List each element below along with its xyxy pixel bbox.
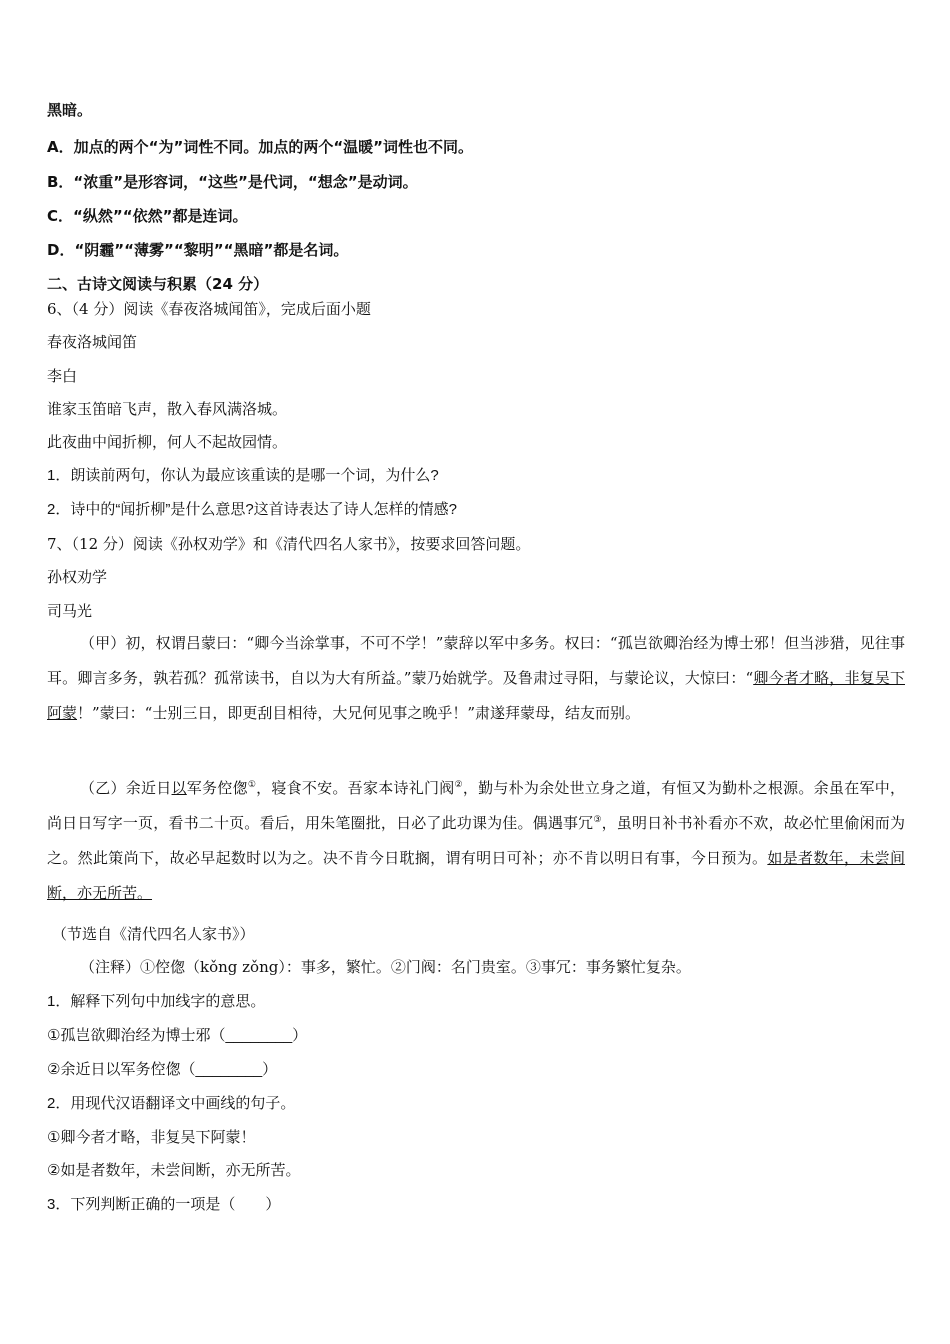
q7-question-3: 3．下列判断正确的一项是（ ）: [47, 1196, 281, 1213]
footnote-marker: ③: [593, 815, 602, 825]
q5-option-c: C．“纵然”“依然”都是连词。: [47, 207, 248, 225]
q7-question-2-item-1: ①卿今者才略，非复吴下阿蒙！: [47, 1129, 256, 1146]
q7-question-1-item-2: ②余近日以军务倥偬（________）: [47, 1061, 278, 1078]
marked-word-yi: 以: [171, 779, 187, 797]
poem-line: 谁家玉笛暗飞声，散入春风满洛城。: [47, 400, 288, 418]
q5-stem-tail: 黑暗。: [47, 101, 93, 119]
q7-question-1-item-1: ①孤岂欲卿治经为博士邪（________）: [47, 1027, 308, 1044]
poem-title: 春夜洛城闻笛: [47, 333, 138, 351]
q7-question-2-item-2: ②如是者数年，未尝间断，亦无所苦。: [47, 1162, 301, 1179]
q5-option-a: A．加点的两个“为”词性不同。加点的两个“温暖”词性也不同。: [47, 138, 474, 156]
footnote-marker: ①: [247, 780, 257, 790]
q6-stem: 6、（4 分）阅读《春夜洛城闻笛》，完成后面小题: [47, 300, 371, 318]
text1-author: 司马光: [47, 602, 93, 620]
section-title: 二、古诗文阅读与积累（24 分）: [47, 275, 269, 293]
q5-option-b: B．“浓重”是形容词，“这些”是代词，“想念”是动词。: [47, 173, 418, 191]
q7-question-1: 1．解释下列句中加线字的意思。: [47, 993, 266, 1010]
poem-line: 此夜曲中闻折柳，何人不起故园情。: [47, 433, 288, 451]
q6-question-2: 2．诗中的“闻折柳”是什么意思?这首诗表达了诗人怎样的情感?: [47, 501, 458, 518]
passage-jia: （甲）初，权谓吕蒙曰：“卿今当涂掌事，不可不学！”蒙辞以军中多务。权曰：“孤岂欲卿治经为博士邪！但当涉猎，见往事耳。卿言多务，孰若孤？孤常读书，自以为大有所益。”蒙乃始就学。及鲁肃过寻阳，与蒙论议，大惊曰：“卿今者才略，非复吴下阿蒙！”蒙曰：“士别三日，即更刮目相待，大兄何见事之晚乎！”肃遂拜蒙母，结友而别。: [47, 634, 905, 722]
q7-stem: 7、（12 分）阅读《孙权劝学》和《清代四名人家书》，按要求回答问题。: [47, 535, 531, 553]
footnote-marker: ②: [454, 780, 463, 790]
passage-notes: （注释）①倥偬（kǒng zǒng）：事多，繁忙。②门阀：名门贵室。③事冗：事务繁忙复杂。: [80, 958, 691, 976]
underlined-sentence-1: 卿今者才略，非复吴下阿蒙: [47, 669, 905, 722]
text1-title: 孙权劝学: [47, 568, 108, 586]
poem-author: 李白: [47, 367, 78, 385]
underlined-sentence-2: 如是者数年，未尝间断，亦无所苦。: [47, 849, 905, 902]
q5-option-d: D．“阴霾”“薄雾”“黎明”“黑暗”都是名词。: [47, 241, 349, 259]
passage-yi: （乙）余近日以军务倥偬①，寝食不安。吾家本诗礼门阀②，勤与朴为余处世立身之道，有恒又为勤朴之根源。余虽在军中，尚日日写字一页，看书二十页。看后，用朱笔圈批，日必了此功课为佳。偶遇事冗③，虽明日补书补看亦不欢，故必忙里偷闲而为之。然此策尚下，故必早起数时以为之。决不肯今日耽搁，谓有明日可补；亦不肯以明日有事，今日预为。如是者数年，未尝间断，亦无所苦。: [47, 779, 905, 902]
q7-question-2: 2．用现代汉语翻译文中画线的句子。: [47, 1095, 296, 1112]
passage-source: （节选自《清代四名人家书》）: [52, 925, 255, 943]
q6-question-1: 1．朗读前两句，你认为最应该重读的是哪一个词，为什么?: [47, 467, 439, 484]
